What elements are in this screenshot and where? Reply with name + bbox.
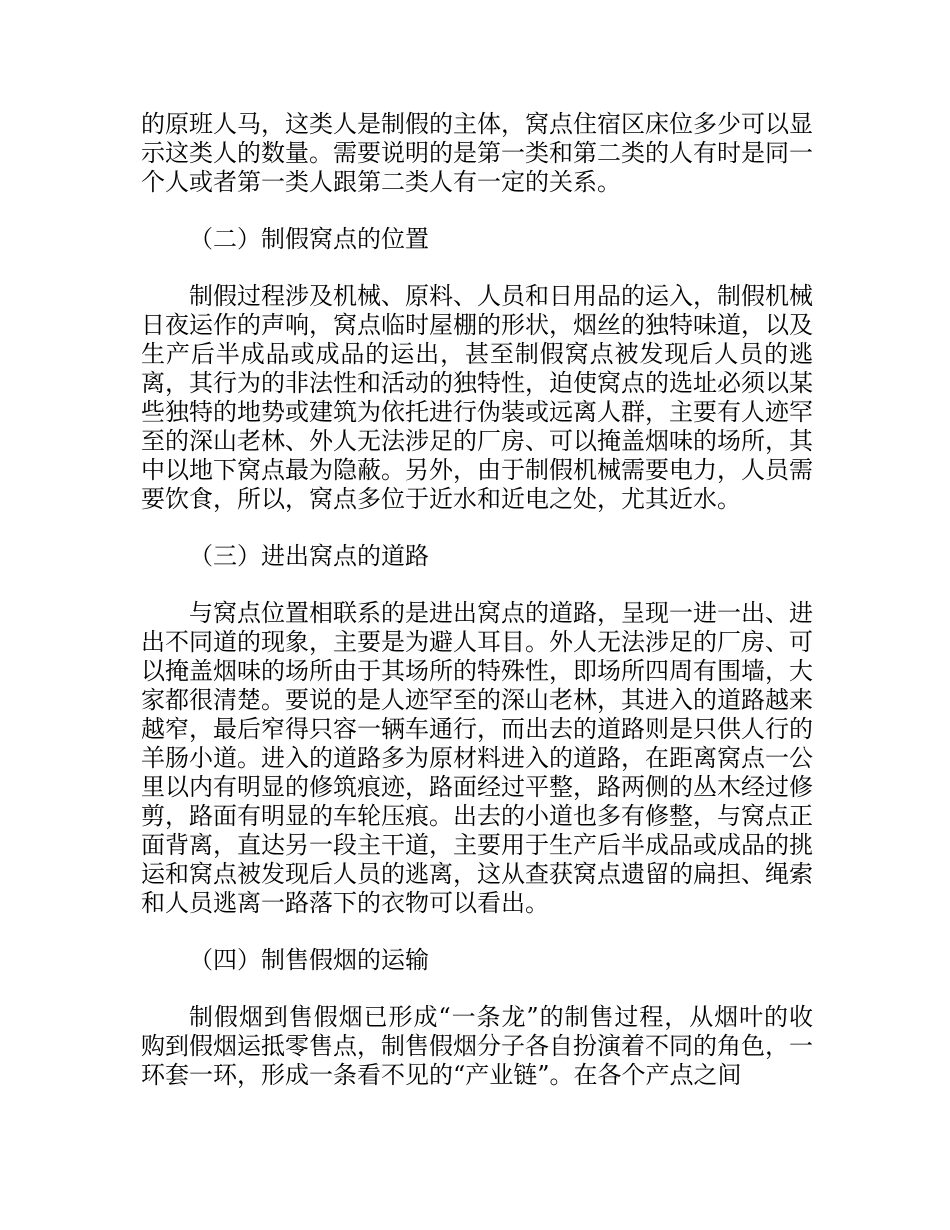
document-body	[141, 110, 813, 1090]
paragraph-roads: 与窝点位置相联系的是进出窝点的道路，呈现一进一出、进出不同道的现象，主要是为避人耳目。外人无法涉足的厂房、可以掩盖烟味的场所由于其场所的特殊性，即场所四周有围墙，大家都很清楚。要说的是人迹罕至的深山老林，其进入的道路越来越窄，最后窄得只容一辆车通行，而出去的道路则是只供人行的羊肠小道。进入的道路多为原材料进入的道路，在距离窝点一公里以内有明显的修筑痕迹，路面经过平整，路两侧的丛木经过修剪，路面有明显的车轮压痕。出去的小道也多有修整，与窝点正面背离，直达另一段主干道，主要用于生产后半成品或成品的挑运和窝点被发现后人员的逃离，这从查获窝点遗留的扁担、绳索和人员逃离一路落下的衣物可以看出。	[141, 599, 813, 917]
paragraph-continued: 的原班人马，这类人是制假的主体，窝点住宿区床位多少可以显示这类人的数量。需要说明的是第一类和第二类的人有时是同一个人或者第一类人跟第二类人有一定的关系。	[141, 110, 813, 196]
section-heading-location: （二）制假窝点的位置	[189, 225, 429, 253]
paragraph-transport: 制假烟到售假烟已形成“一条龙”的制售过程，从烟叶的收购到假烟运抵零售点，制售假烟分子各自扮演着不同的角色，一环套一环，形成一条看不见的“产业链”。在各个产点之间	[141, 1003, 813, 1089]
section-heading-roads: （三）进出窝点的道路	[189, 542, 429, 570]
section-heading-transport: （四）制售假烟的运输	[189, 946, 429, 974]
paragraph-location: 制假过程涉及机械、原料、人员和日用品的运入，制假机械日夜运作的声响，窝点临时屋棚的形状，烟丝的独特味道，以及生产后半成品或成品的运出，甚至制假窝点被发现后人员的逃离，其行为的非法性和活动的独特性，迫使窝点的选址必须以某些独特的地势或建筑为依托进行伪装或远离人群，主要有人迹罕至的深山老林、外人无法涉足的厂房、可以掩盖烟味的场所，其中以地下窝点最为隐蔽。另外，由于制假机械需要电力，人员需要饮食，所以，窝点多位于近水和近电之处，尤其近水。	[141, 282, 813, 513]
